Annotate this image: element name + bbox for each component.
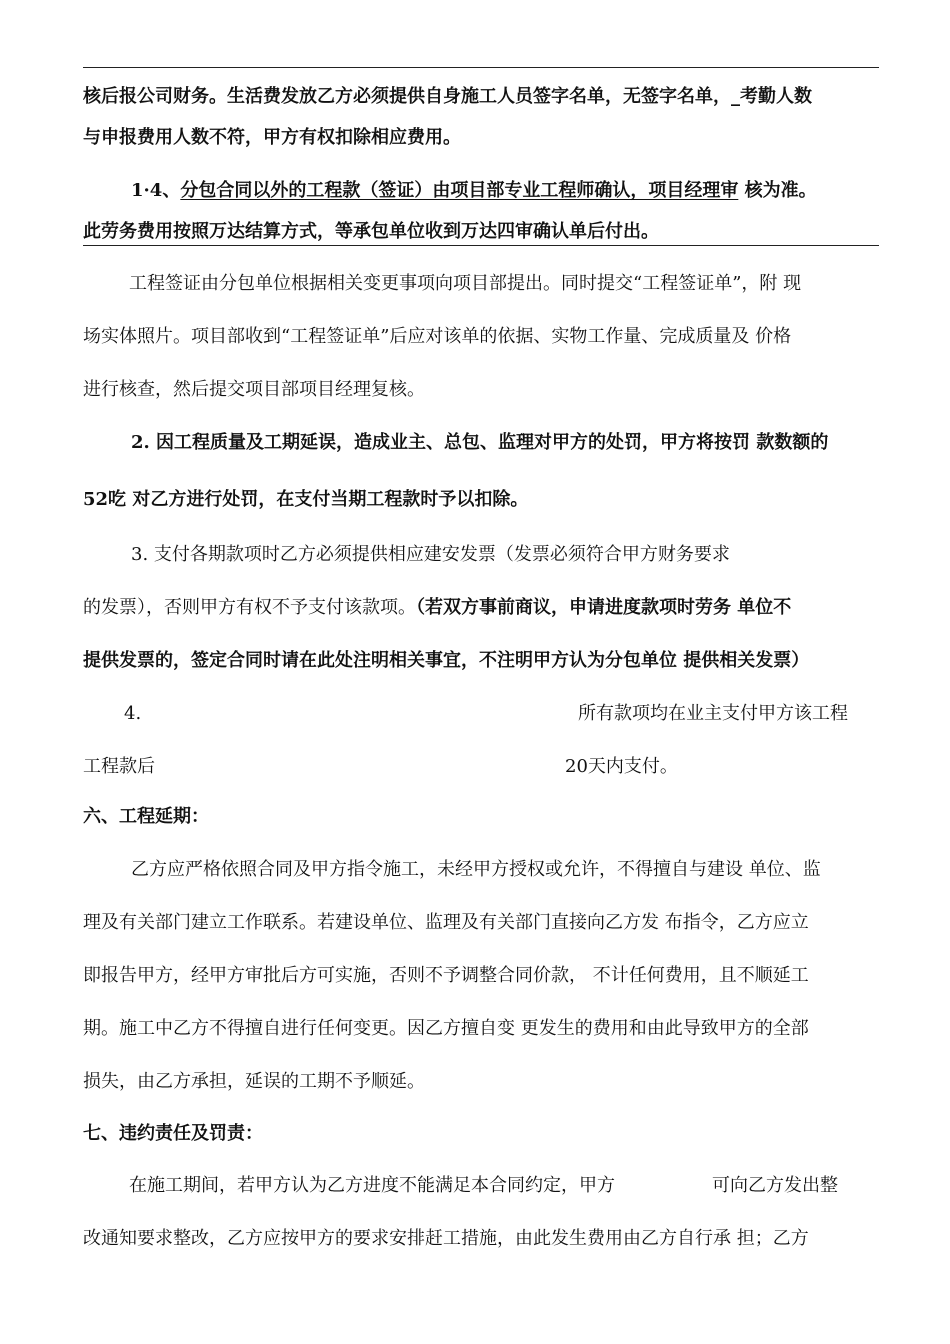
- paragraph-line: 与申报费用人数不符，甲方有权扣除相应费用。: [83, 127, 461, 148]
- paragraph-line: 工程签证由分包单位根据相关变更事项向项目部提出。同时提交“工程签证单”，附 现: [129, 273, 802, 294]
- paragraph-line: 此劳务费用按照万达结算方式，等承包单位收到万达四审确认单后付出。: [83, 221, 659, 242]
- clause-text: 的发票），否则甲方有权不予支付该款项。: [83, 597, 416, 618]
- clause-text: 核为准。: [744, 180, 817, 201]
- paragraph-line: 场实体照片。项目部收到“工程签证单”后应对该单的依据、实物工作量、完成质量及 价格: [83, 326, 792, 347]
- paragraph-line: 进行核查，然后提交项目部项目经理复核。: [83, 379, 425, 400]
- clause-2-line-2: 52吃 对乙方进行处罚，在支付当期工程款时予以扣除。: [83, 489, 529, 510]
- paragraph-line: 可向乙方发出整: [712, 1175, 838, 1196]
- clause-note: （若双方事前商议，申请进度款项时劳务 单位不: [416, 597, 792, 618]
- clause-4-text: 工程款后: [83, 756, 155, 777]
- section-heading: 七、违约责任及罚责：: [83, 1123, 263, 1144]
- clause-3-line-2: [83, 595, 791, 621]
- top-rule: [83, 67, 879, 68]
- section-heading: 六、工程延期：: [83, 806, 209, 827]
- paragraph-line: 理及有关部门建立工作联系。若建设单位、监理及有关部门直接向乙方发 布指令，乙方应立: [83, 912, 809, 933]
- paragraph-line: 改通知要求整改，乙方应按甲方的要求安排赶工措施，由此发生费用由乙方自行承 担；乙方: [83, 1228, 809, 1249]
- paragraph-line: 在施工期间，若甲方认为乙方进度不能满足本合同约定，甲方: [129, 1175, 615, 1196]
- clause-2-line-1: 2. 因工程质量及工期延误，造成业主、总包、监理对甲方的处罚，甲方将按罚 款数额的: [131, 432, 829, 453]
- clause-number: 1·4、: [131, 180, 181, 201]
- paragraph-line: 核后报公司财务。生活费发放乙方必须提供自身施工人员签字名单，无签字名单，_考勤人数: [83, 86, 812, 107]
- clause-4-text: 20天内支付。: [565, 756, 678, 777]
- underlined-text: 分包合同以外的工程款（签证）由项目部专业工程师确认，项目经理审: [180, 180, 739, 201]
- clause-1-4-line-1: [131, 178, 817, 204]
- paragraph-line: 期。施工中乙方不得擅自进行任何变更。因乙方擅自变 更发生的费用和由此导致甲方的全部: [83, 1018, 809, 1039]
- clause-4-text: 所有款项均在业主支付甲方该工程: [578, 703, 848, 724]
- clause-3-line-3: 提供发票的，签定合同时请在此处注明相关事宜，不注明甲方认为分包单位 提供相关发票）: [83, 650, 810, 671]
- paragraph-line: 乙方应严格依照合同及甲方指令施工，未经甲方授权或允许，不得擅自与建设 单位、监: [131, 859, 821, 880]
- clause-4-number: 4.: [124, 703, 142, 724]
- section-rule: [83, 245, 879, 246]
- paragraph-line: 损失，由乙方承担，延误的工期不予顺延。: [83, 1071, 425, 1092]
- clause-3-line-1: 3. 支付各期款项时乙方必须提供相应建安发票（发票必须符合甲方财务要求: [131, 544, 730, 565]
- paragraph-line: 即报告甲方，经甲方审批后方可实施，否则不予调整合同价款， 不计任何费用，且不顺延工: [83, 965, 809, 986]
